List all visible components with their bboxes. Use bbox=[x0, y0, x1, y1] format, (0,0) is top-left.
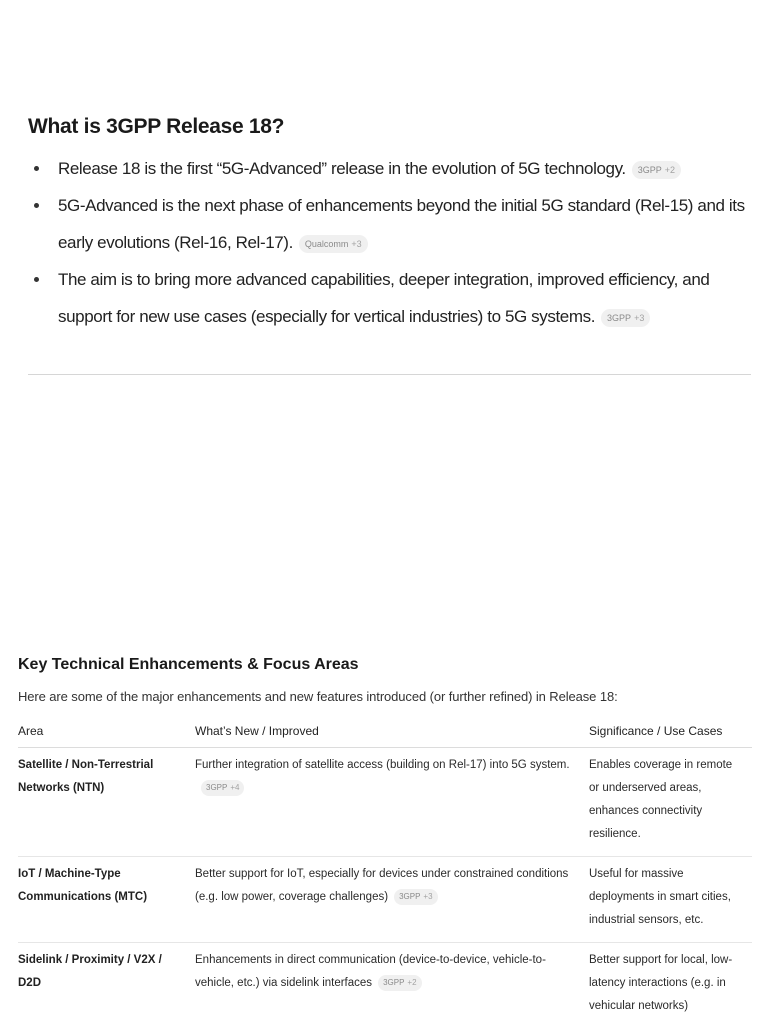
source-chip[interactable] bbox=[394, 889, 437, 905]
cell-significance: Better support for local, low-latency interactions (e.g. in vehicular networks) bbox=[589, 943, 752, 1024]
column-header-whats-new: What’s New / Improved bbox=[195, 717, 589, 748]
source-chip-label: 3GPP bbox=[383, 977, 405, 987]
column-header-significance: Significance / Use Cases bbox=[589, 717, 752, 748]
cell-whats-new bbox=[195, 857, 589, 943]
cell-whats-new bbox=[195, 943, 589, 1024]
source-chip-count: +2 bbox=[407, 977, 417, 987]
enhancements-section bbox=[18, 653, 752, 1024]
cell-text: Further integration of satellite access (building on Rel-17) into 5G system. bbox=[195, 759, 570, 771]
section-title: Key Technical Enhancements & Focus Areas bbox=[18, 656, 359, 673]
bullet-list bbox=[28, 150, 752, 335]
source-chip-label: 3GPP bbox=[206, 782, 228, 792]
bullet-item bbox=[28, 261, 752, 335]
source-chip[interactable] bbox=[201, 780, 244, 796]
section-divider bbox=[28, 374, 751, 375]
source-chip-count: +4 bbox=[230, 782, 240, 792]
cell-whats-new bbox=[195, 748, 589, 857]
section-title: What is 3GPP Release 18? bbox=[28, 115, 285, 138]
table-row bbox=[18, 943, 752, 1024]
source-chip[interactable] bbox=[632, 161, 681, 179]
source-chip-label: 3GPP bbox=[607, 312, 632, 323]
cell-significance: Useful for massive deployments in smart cities, industrial sensors, etc. bbox=[589, 857, 752, 943]
table-row bbox=[18, 857, 752, 943]
source-chip-label: 3GPP bbox=[399, 891, 421, 901]
table-header-row bbox=[18, 717, 752, 748]
bullet-text: Release 18 is the first “5G-Advanced” release in the evolution of 5G technology. bbox=[58, 159, 626, 178]
source-chip-count: +2 bbox=[664, 164, 676, 175]
bullet-text: 5G-Advanced is the next phase of enhancements beyond the initial 5G standard (Rel-15) and its early evolutions (Rel-16, Rel-17). bbox=[58, 196, 745, 252]
enhancements-table bbox=[18, 717, 752, 1024]
bullet-item bbox=[28, 150, 752, 187]
cell-text: Better support for IoT, especially for devices under constrained conditions (e.g. low power, coverage challenges) bbox=[195, 868, 569, 903]
source-chip[interactable] bbox=[378, 975, 421, 991]
release-18-overview-section bbox=[28, 112, 752, 335]
source-chip[interactable] bbox=[299, 235, 368, 253]
source-chip-count: +3 bbox=[351, 238, 362, 249]
bullet-text: The aim is to bring more advanced capabilities, deeper integration, improved efficiency, and support for new use cases (especially for vertical industries) to 5G systems. bbox=[58, 270, 710, 326]
source-chip[interactable] bbox=[601, 309, 650, 327]
cell-significance: Enables coverage in remote or underserved areas, enhances connectivity resilience. bbox=[589, 748, 752, 857]
table-row bbox=[18, 748, 752, 857]
cell-area: Satellite / Non-Terrestrial Networks (NTN) bbox=[18, 748, 195, 857]
cell-text: Enhancements in direct communication (device-to-device, vehicle-to-vehicle, etc.) via sidelink interfaces bbox=[195, 954, 546, 989]
source-chip-label: 3GPP bbox=[637, 164, 662, 175]
source-chip-label: Qualcomm bbox=[304, 238, 349, 249]
cell-area: IoT / Machine-Type Communications (MTC) bbox=[18, 857, 195, 943]
bullet-item bbox=[28, 187, 752, 261]
source-chip-count: +3 bbox=[423, 891, 433, 901]
column-header-area: Area bbox=[18, 717, 195, 748]
section-intro: Here are some of the major enhancements and new features introduced (or further refined) in Release 18: bbox=[18, 689, 618, 704]
source-chip-count: +3 bbox=[634, 312, 645, 323]
cell-area: Sidelink / Proximity / V2X / D2D bbox=[18, 943, 195, 1024]
